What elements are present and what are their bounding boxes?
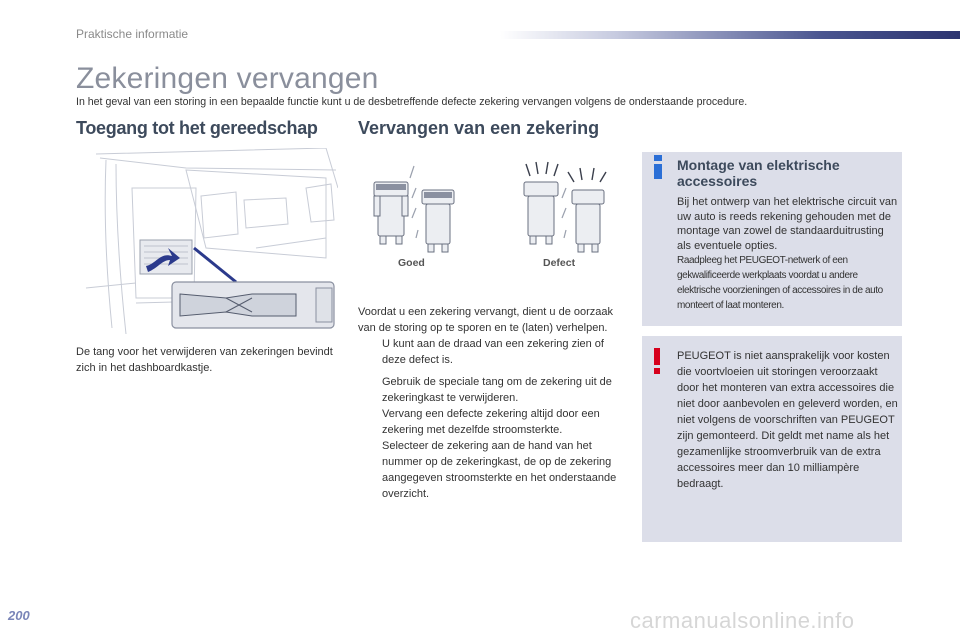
info-title: Montage van elektrische accessoires	[677, 157, 840, 189]
info-text-main: Bij het ontwerp van het elektrische circuit van uw auto is reeds rekening gehouden met de montage van zowel de standaarduitrusting als eventuele opties.	[677, 196, 898, 252]
warning-text: PEUGEOT is niet aansprakelijk voor kosten die voortvloeien uit storingen veroorzaakt door het monteren van extra accessoires die niet door aanbevolen en geleverd worden, en niet volgens de voorschriften van PEUGEOT zijn gemonteerd. Dit geldt met name als het gezamenlijke stroomverbruik van de extra accessoires meer dan 10 milliampère bedraagt.	[677, 350, 898, 490]
list-item: Selecteer de zekering aan de hand van het nummer op de zekeringkast, de op de zekering aangegeven stroomsterkte en het onderstaande overzicht.	[382, 440, 617, 500]
page-number: 200	[8, 608, 30, 623]
list-item: Gebruik de speciale tang om de zekering uit de zekeringkast te verwijderen.	[382, 376, 612, 404]
watermark: carmanualsonline.info	[630, 608, 855, 633]
list-item: Vervang een defecte zekering altijd door een zekering met dezelfde stroomsterkte.	[382, 408, 600, 436]
heading-tool-access: Toegang tot het gereedschap	[76, 118, 318, 138]
instruction-list	[358, 336, 620, 502]
glovebox-illustration	[76, 148, 338, 334]
intro-text: In het geval van een storing in een bepaalde functie kunt u de desbetreffende defecte zekering vervangen volgens de onderstaande procedure.	[76, 96, 748, 108]
info-icon	[650, 154, 666, 180]
warning-icon	[651, 348, 663, 374]
header-bar	[500, 31, 960, 39]
tool-caption: De tang voor het verwijderen van zekeringen bevindt zich in het dashboardkastje.	[76, 346, 333, 374]
fuse-illustration	[360, 158, 620, 258]
replace-intro: Voordat u een zekering vervangt, dient u de oorzaak van de storing op te sporen en te (laten) verhelpen.	[358, 306, 614, 334]
section-header: Praktische informatie	[76, 27, 189, 41]
replace-instructions	[358, 304, 620, 502]
label-good: Goed	[398, 257, 425, 269]
label-defect: Defect	[543, 257, 576, 269]
list-item: U kunt aan de draad van een zekering zien of deze defect is.	[382, 338, 604, 366]
info-text	[677, 195, 899, 313]
heading-replace-fuse: Vervangen van een zekering	[358, 118, 600, 138]
info-text-small: Raadpleeg het PEUGEOT-netwerk of een gekwalificeerde werkplaats voordat u andere elektrische voorzieningen of accessoires in de auto monteert of laat monteren.	[677, 255, 883, 311]
page-title: Zekeringen vervangen	[76, 62, 379, 95]
